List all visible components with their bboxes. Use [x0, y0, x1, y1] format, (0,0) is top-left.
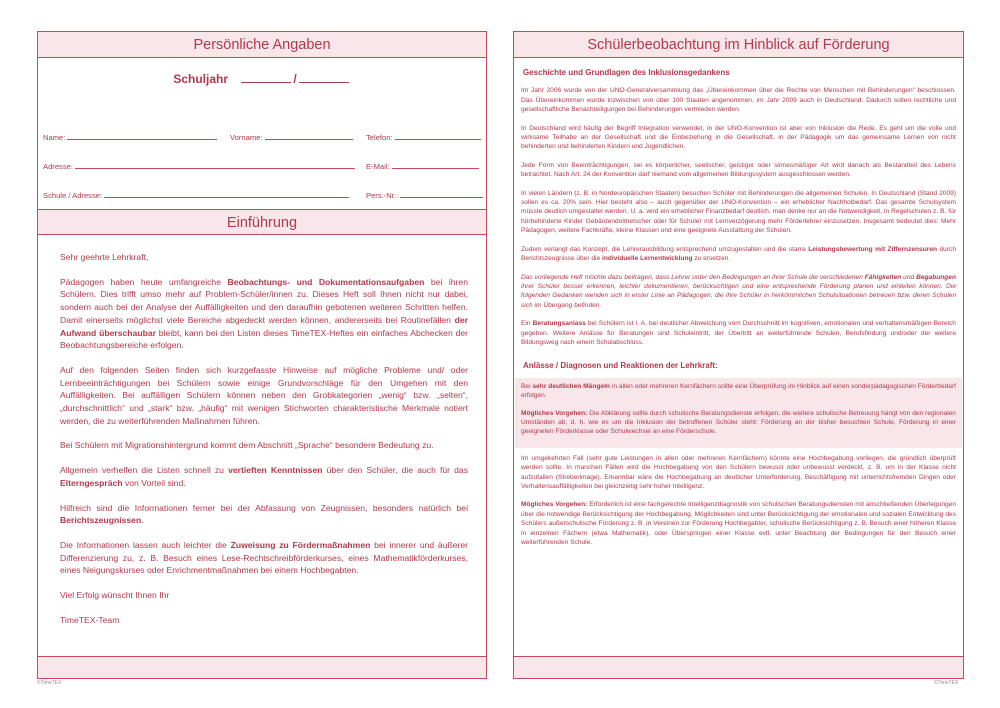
intro-paragraph: Auf den folgenden Seiten finden sich kurzgefasste Hinweise auf mögliche Probleme und/ oder Lernbeeinträchtigungen bei Schülern sowie einige Grundvorschläge für den Umgehen mit den Auffälligkeiten. Bei auffälligen Schülern können neben den Grobkategorien „wenig“ bzw. „selten“, „durchschnittlich“ und „stark“ bzw. „häufig“ mit wenigen Stichworten charakteristische Merkmale notiert werden, die zu weiterführenden Maßnahmen führen.: [60, 364, 468, 426]
adresse-label: Adresse:: [43, 162, 73, 171]
telefon-field[interactable]: [366, 132, 481, 142]
diagnosis-paragraph: Mögliches Vorgehen: Die Abklärung sollte durch schulische Beratungsdienste erfolgen, die weitere schulische Betreuung hängt von den regionalen Umständen ab, d. h. wie es um die Inklusion der betroffenen Schüler steht: Förderung an der bisher besuchten Schule, Förderung in einer geeigneten Förderklasse oder Schulwechsel an eine Förderschule.: [521, 409, 956, 436]
schule-field[interactable]: [43, 190, 349, 200]
right-paragraph: Im umgekehrten Fall (sehr gute Leistungen in allen oder mehreren Kernfächern) könnte eine Hochbegabung vorliegen, die gründlich überprüft werden sollte. In manchen Fällen wird die Hochbegabung von den Schülern bewusst oder unbewusst verdeckt, z. B. um in der Klasse nicht aufzufallen (Streberimage). Erkennbar wäre die Hochbegabung an deutlicher Unterforderung, Beschäftigung mit unterrichtsfremden Dingen oder Verhaltensauffälligkeiten bei gleichzeitig sehr hoher Intelligenz.: [521, 454, 956, 490]
intro-title: Einführung: [38, 209, 486, 235]
personal-section: [38, 58, 486, 200]
schule-label: Schule / Adresse:: [43, 191, 103, 200]
schuljahr-sep: /: [293, 72, 297, 86]
intro-greeting: Sehr geehrte Lehrkraft,: [60, 252, 149, 262]
adresse-field[interactable]: [43, 161, 355, 171]
right-paragraph: Im Jahr 2006 wurde von der UNO-Generalversammlung das „Übereinkommen über die Rechte von Menschen mit Behinderungen“ beschlossen. Das Übereinkommen wurde inzwischen von über 100 Staaten angenommen, im Jahr 2009 auch in Deutschland. Dadurch sollen rechtliche und gesellschaftliche Benachteiligungen bei Behinderungen vermieden werden.: [521, 87, 956, 114]
vorname-field[interactable]: [230, 132, 353, 142]
name-field[interactable]: [43, 132, 217, 142]
section-heading: Anlässe / Diagnosen und Reaktionen der Lehrkraft:: [523, 361, 718, 371]
right-body: [514, 58, 963, 547]
vorname-label: Vorname:: [230, 133, 263, 142]
schuljahr-start-field[interactable]: [241, 73, 291, 83]
email-label: E-Mail:: [366, 162, 390, 171]
right-paragraph: Mögliches Vorgehen: Erforderlich ist eine fachgerechte Intelligenzdiagnostik von schulischen Beratungsdiensten mit anschließenden Überlegungen über die notwendige Berücksichtigung der Hochbegabung. Möglichkeiten sind unter Berücksichtigung der emotionalen und sozialen Entwicklung des Schülers außerschulische Förderung z. B. in Vereinen zur Förderung Hochbegabter, schulische Berücksichtigung z. B. Besuch einer höheren Klasse in einzelnen Fächern (etwa Mathematik), oder Überspringen einer Klasse evtl. unter Beachtung der Bedingungen für den Besuch einer weiterführenden Schule.: [521, 501, 956, 547]
right-paragraph: Jede Form von Beeinträchtigungen, sei es körperlicher, seelischer, geistiger oder sinnesmäßiger Art wird danach als Bestandteil des Lebens betrachtet. Nach Art. 24 der Konvention darf niemand vom allgemeinen Bildungssystem ausgeschlossen werden.: [521, 161, 956, 179]
right-title: Schülerbeobachtung im Hinblick auf Förderung: [514, 32, 963, 58]
right-paragraph: Zudem verlangt das Konzept, die Lehrerausbildung entsprechend umzugestalten und die starre Leistungsbewertung mit Ziffernzensuren durch Berichtszeugnisse über die individuelle Lernentwicklung zu ersetzen.: [521, 245, 956, 263]
intro-paragraph: Die Informationen lassen auch leichter die Zuweisung zu Fördermaßnahmen bei innerer und äußerer Differenzierung zu, z. B. Besuch eines Lese-Rechtschreibförderkurses, eines Mathematikförderkurses, eines Neigungskurses oder Enrichmentmaßnahmen bei einem Hochbegabten.: [60, 539, 469, 576]
intro-paragraph: Allgemein verhelfen die Listen schnell zu vertieften Kenntnissen über den Schüler, die auch für das Elterngespräch von Vorteil sind.: [60, 465, 468, 488]
section-heading: Geschichte und Grundlagen des Inklusionsgedankens: [523, 68, 730, 77]
right-copyright: ©TimeTEX: [934, 680, 959, 686]
diagnosis-paragraph: Bei sehr deutlichen Mängeln in allen oder mehreren Kernfächern sollte eine Überprüfung im Hinblick auf einen sonderpädagogischen Förderbedarf erfolgen.: [521, 382, 956, 400]
field-row-2: [43, 161, 481, 173]
intro-closing: Viel Erfolg wünscht Ihnen Ihr: [60, 590, 170, 601]
intro-paragraph: Pädagogen haben heute umfangreiche Beobachtungs- und Dokumentationsaufgaben bei ihren Schülern. Dies trifft umso mehr auf Problem-Schüler/innen zu. Dieses Heft soll Ihnen nicht nur dabei, sondern auch bei der Analyse der Auffälligkeiten und den daraufhin gebotenen weiteren Schritten helfen. Damit einerseits möglichst viele Bereiche abgedeckt werden können, andererseits bei Routinefällen der Aufwand überschaubar bleibt, kann bei den Listen dieses TimeTEX-Heftes ein einfaches Abchecken der Beobachtungsbereiche erfolgen.: [60, 276, 468, 351]
right-paragraph: Ein Beratungsanlass bei Schülern ist i. A. bei deutlicher Abweichung vom Durchschnitt im kognitiven, emotionalen und verhaltensmäßigen Bereich gegeben. Weitere Anlässe für Beratungen sind Schuleintritt, der Übertritt an weiterführende Schulen, Berufsfindung und/oder der weitere Bildungsweg nach einem Schulabschluss.: [521, 320, 956, 346]
telefon-label: Telefon:: [366, 133, 393, 142]
left-page: [37, 31, 487, 679]
intro-paragraph: Hilfreich sind die Informationen ferner bei der Abfassung von Zeugnissen, besonders natürlich bei Berichtszeugnissen.: [60, 502, 468, 526]
email-field[interactable]: [366, 161, 479, 171]
right-page: [513, 31, 964, 679]
field-row-3: [43, 190, 481, 202]
left-footer-bar: [38, 656, 486, 678]
left-copyright: ©TimeTEX: [37, 680, 62, 686]
right-paragraph: In Deutschland wird häufig der Begriff Integration verwendet, in der UNO-Konvention ist aber von Inklusion die Rede. Es geht um die volle und wirksame Teilhabe an der Gesellschaft und die Einbeziehung in die Gesellschaft, in der Pädagogik um das gemeinsame Lernen von nicht behinderten und behinderten Kindern und Jugendlichen.: [521, 124, 956, 151]
intro-paragraph: Bei Schülern mit Migrationshintergrund kommt dem Abschnitt „Sprache“ besondere Bedeutung zu.: [60, 440, 434, 451]
schuljahr-label: Schuljahr: [173, 72, 228, 86]
field-row-1: [43, 132, 481, 144]
schuljahr-row: [38, 58, 486, 100]
diagnosis-box: [515, 378, 962, 448]
right-footer-bar: [514, 656, 963, 678]
persnr-label: Pers.-Nr.:: [366, 191, 399, 200]
right-paragraph-italic: Das vorliegende Heft möchte dazu beitragen, dass Lehrer unter den Bedingungen an ihrer Schule die verschiedenen Fähigkeiten und Begabungen ihrer Schüler besser erkennen, leichter dokumentieren, berücksichtigen und eine entsprechende Förderung planen und einleiten können. Die folgenden Gedanken wenden sich in erster Linie an Pädagogen, die ihre Schüler in herkömmlichen Schulsituationen betreuen bzw. deren Schulen sich im Übergang befinden.: [521, 273, 956, 309]
intro-signature: TimeTEX-Team: [60, 614, 120, 625]
name-label: Name:: [43, 133, 66, 142]
personal-title: Persönliche Angaben: [38, 32, 486, 58]
persnr-field[interactable]: [366, 190, 483, 200]
intro-text: [38, 235, 486, 626]
right-paragraph: In vielen Ländern (z. B. in Nordeuropäischen Staaten) besuchen Schüler mit Behinderungen die allgemeinen Schulen. In Deutschland (Stand 2009) sollen es ca. 20% sein. Hier besteht also – auch gegenüber der UNO-Konvention – ein erheblicher Nachholbedarf. Das gesamte Schulsystem müsste deutlich umgestaltet werden. U. a. wird ein erheblicher Finanzbedarf deutlich, man denke nur an die Notwendigkeit, in Regelschulen z. B. für hörbehinderte Kinder Gebärdendolmetscher oder für Schüler mit Lernverzögerung mehr Förderlehrer einzusetzen. Insgesamt bedeutet dies: Mehr Pädagogen, weitere Fachkräfte, kleine Klassen und eine geeignete Ausstattung der Schulen.: [521, 189, 956, 235]
schuljahr-end-field[interactable]: [299, 73, 349, 83]
